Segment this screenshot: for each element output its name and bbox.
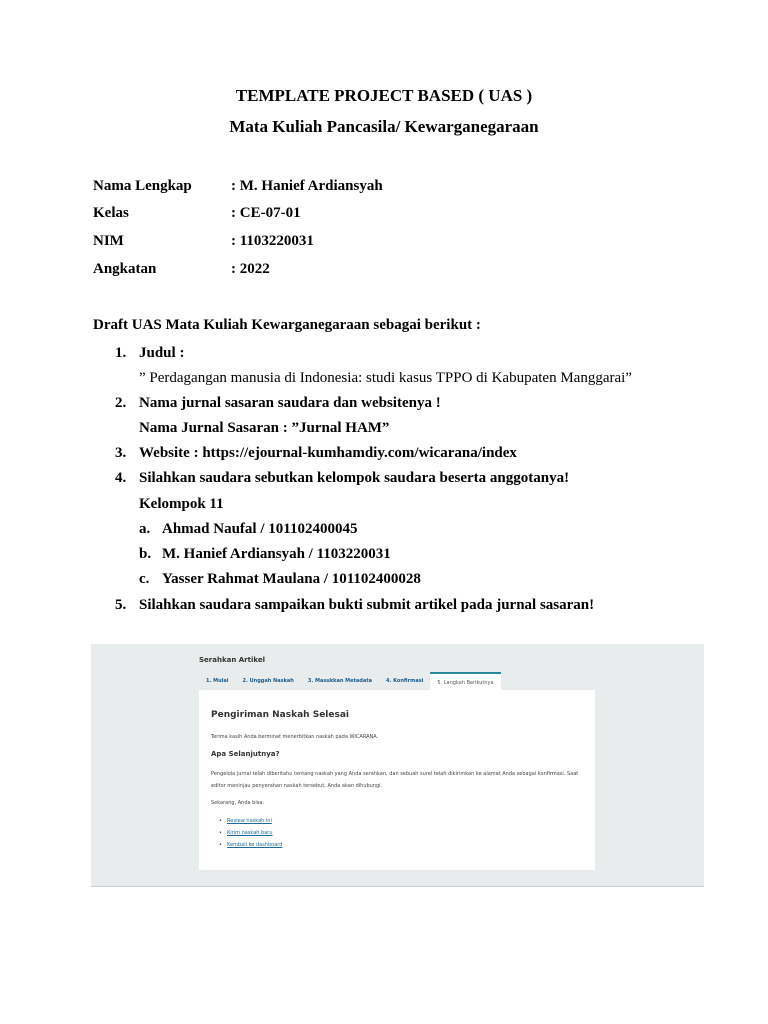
- info-label: Angkatan: [93, 261, 157, 277]
- document-subtitle: Mata Kuliah Pancasila/ Kewarganegaraan: [229, 117, 539, 136]
- info-label: Kelas: [93, 205, 129, 221]
- screenshot-title: Serahkan Artikel: [199, 656, 265, 664]
- item-number: 1.: [115, 345, 127, 361]
- action-links: [219, 815, 282, 851]
- item-detail-group: Kelompok 11: [139, 496, 224, 512]
- item-text: Silahkan saudara sampaikan bukti submit artikel pada jurnal sasaran!: [139, 597, 595, 613]
- item-detail-title: ” Perdagangan manusia di Indonesia: studi kasus TPPO di Kabupaten Manggarai”: [139, 370, 632, 386]
- item-text-website: Website : https://ejournal-kumhamdiy.com/wicarana/index: [139, 445, 517, 461]
- member-letter: c.: [139, 571, 150, 587]
- item-detail-journal: Nama Jurnal Sasaran : ”Jurnal HAM”: [139, 420, 390, 436]
- draft-intro: Draft UAS Mata Kuliah Kewarganegaraan sebagai berikut :: [93, 317, 481, 333]
- item-number: 4.: [115, 470, 127, 486]
- review-link[interactable]: • Review naskah ini: [219, 815, 282, 827]
- member-letter: a.: [139, 521, 151, 537]
- tab-langkah-berikutnya[interactable]: 5. Langkah Berikutnya: [430, 672, 500, 690]
- member-item: M. Hanief Ardiansyah / 1103220031: [162, 546, 391, 562]
- next-heading: Apa Selanjutnya?: [211, 750, 280, 758]
- confirmation-panel: [199, 690, 595, 870]
- tab-konfirmasi[interactable]: 4. Konfirmasi: [386, 678, 424, 684]
- info-label: Nama Lengkap: [93, 178, 192, 194]
- document-title: TEMPLATE PROJECT BASED ( UAS ): [235, 86, 533, 105]
- new-submission-link[interactable]: • Kirim naskah baru: [219, 827, 282, 839]
- tab-metadata[interactable]: 3. Masukkan Metadata: [307, 678, 373, 684]
- item-text: Nama jurnal sasaran saudara dan websitenya !: [139, 395, 441, 411]
- member-item: Yasser Rahmat Maulana / 101102400028: [162, 571, 421, 587]
- submission-screenshot: [91, 644, 704, 887]
- item-number: 5.: [115, 597, 127, 613]
- info-value: : 2022: [231, 261, 270, 277]
- info-value: : 1103220031: [231, 233, 314, 249]
- tab-unggah-naskah[interactable]: 2. Unggah Naskah: [242, 678, 294, 684]
- item-text: Judul :: [139, 345, 185, 361]
- item-text: Silahkan saudara sebutkan kelompok saudara beserta anggotanya!: [139, 470, 570, 486]
- thanks-text: Terima kasih Anda berminat menerbitkan naskah pada WICARANA.: [211, 734, 379, 740]
- info-value: : M. Hanief Ardiansyah: [231, 178, 383, 194]
- now-text: Sekarang, Anda bisa:: [211, 800, 265, 806]
- next-text: Pengelola jurnal telah diberitahu tentang naskah yang Anda serahkan, dan sebuah surel telah dikirimkan ke alamat Anda sebagai konfirmasi. Saat editor meninjau penyerahan naskah tersebut, Anda akan dihubungi.: [211, 771, 579, 789]
- panel-heading: Pengiriman Naskah Selesai: [211, 710, 350, 720]
- info-label: NIM: [93, 233, 124, 249]
- item-number: 2.: [115, 395, 127, 411]
- tab-bar: [199, 672, 501, 690]
- member-letter: b.: [139, 546, 152, 562]
- tab-mulai[interactable]: 1. Mulai: [206, 678, 229, 684]
- info-value: : CE-07-01: [231, 205, 301, 221]
- item-number: 3.: [115, 445, 127, 461]
- member-item: Ahmad Naufal / 101102400045: [162, 521, 358, 537]
- dashboard-link[interactable]: • Kembali ke dashboard: [219, 839, 282, 851]
